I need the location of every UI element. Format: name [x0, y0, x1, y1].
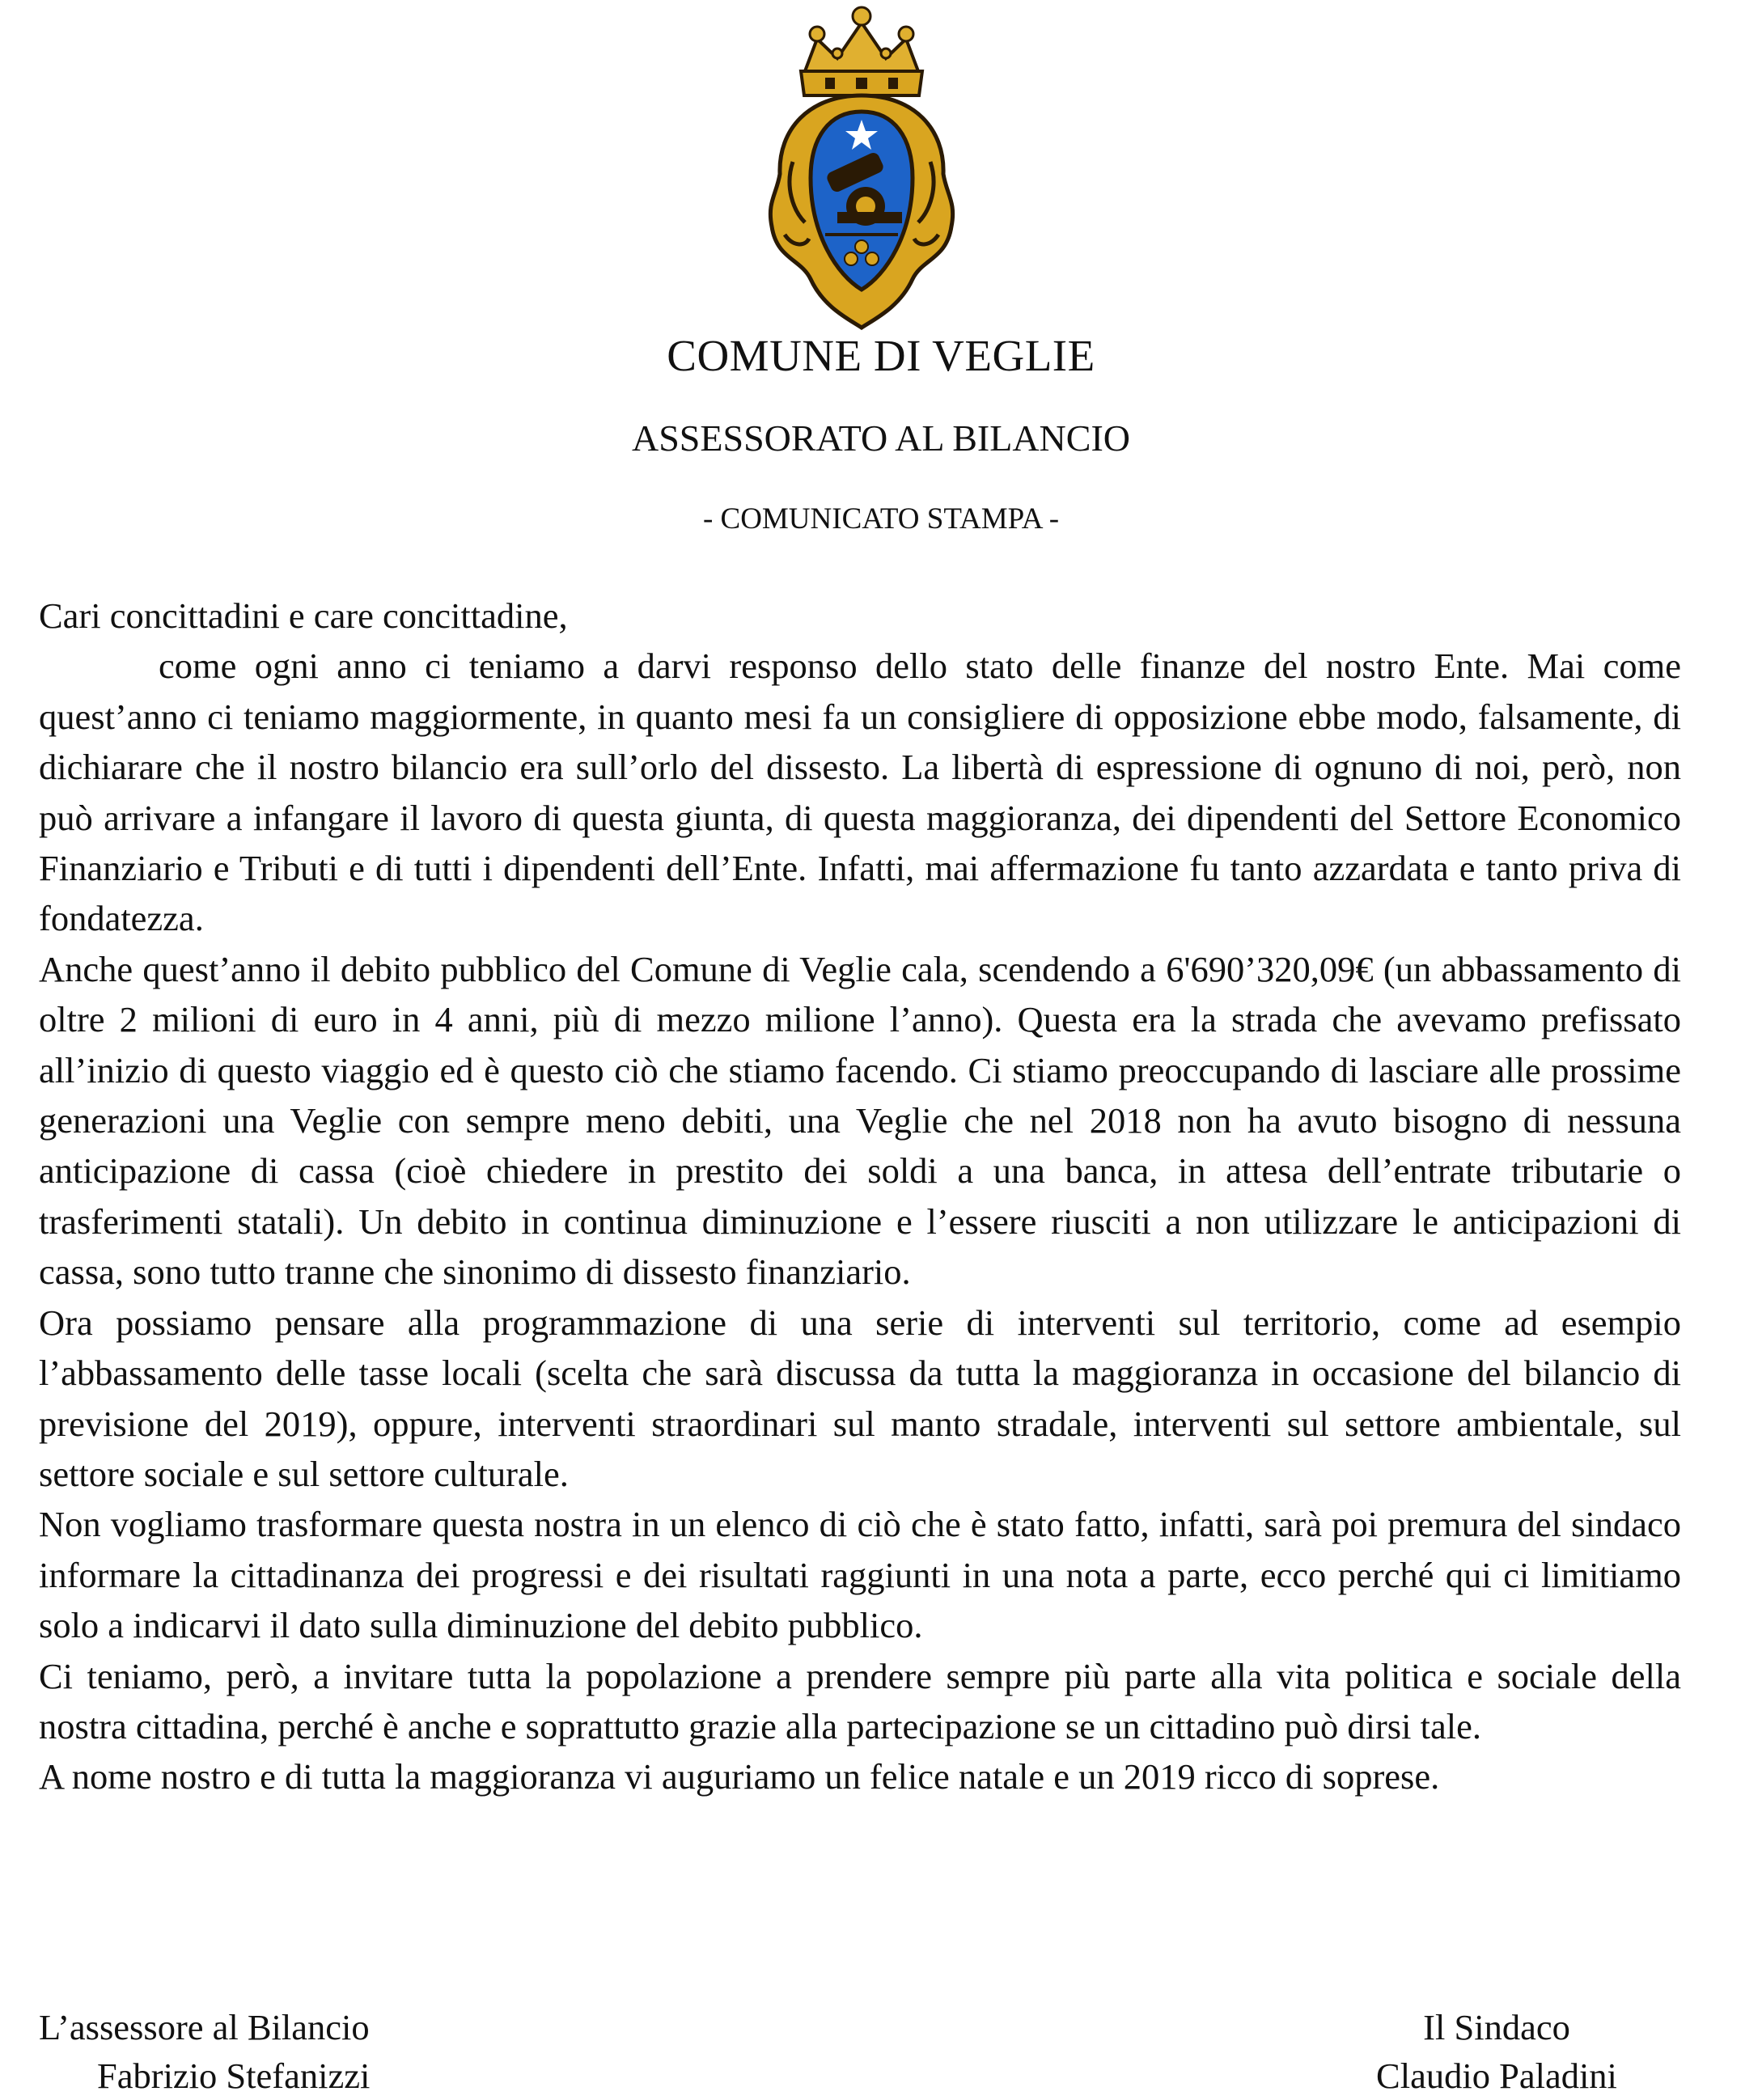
- assessor-signature: [39, 2003, 370, 2100]
- paragraph: Ora possiamo pensare alla programmazione di una serie di interventi sul territorio, come ad esempio l’abbassamento delle tasse locali (scelta che sarà discussa da tutta la maggioranza in occasione del bilancio di previsione del 2019), oppure, interventi straordinari sul manto stradale, interventi sul settore ambientale, sul settore sociale e sul settore culturale.: [39, 1302, 1681, 1494]
- mayor-signature: [1327, 2003, 1667, 2100]
- paragraph: come ogni anno ci teniamo a darvi responso dello stato delle finanze del nostro Ente. Mai come quest’anno ci teniamo maggiormente, in quanto mesi fa un consigliere di opposizione ebbe modo, falsamente, di dichiarare che il nostro bilancio era sull’orlo del dissesto. La libertà di espressione di ognuno di noi, però, non può arrivare a infangare il lavoro di questa giunta, di questa maggioranza, dei dipendenti del Settore Economico Finanziario e Tributi e di tutti i dipendenti dell’Ente. Infatti, mai affermazione fu tanto azzardata e tanto priva di fondatezza.: [39, 646, 1681, 939]
- letter-body: [39, 591, 1681, 1802]
- paragraph: Anche quest’anno il debito pubblico del Comune di Veglie cala, scendendo a 6'690’320,09€ (un abbassamento di oltre 2 milioni di euro in 4 anni, più di mezzo milione l’anno). Questa era la strada che avevamo prefissato all’inizio di questo viaggio ed è questo ciò che stiamo facendo. Ci stiamo preoccupando di lasciare alle prossime generazioni una Veglie con sempre meno debiti, una Veglie che nel 2018 non ha avuto bisogno di nessuna anticipazione di cassa (cioè chiedere in prestito dei soldi a una banca, in attesa dell’entrate tributarie o trasferimenti statali). Un debito in continua diminuzione e l’essere riusciti a non utilizzare le anticipazioni di cassa, sono tutto tranne che sinonimo di dissesto finanziario.: [39, 948, 1681, 1293]
- signature-role: L’assessore al Bilancio: [39, 2007, 370, 2047]
- page-title: COMUNE DI VEGLIE: [667, 331, 1095, 380]
- crown-icon: [801, 7, 922, 95]
- signature-name: Fabrizio Stefanizzi: [97, 2056, 371, 2096]
- paragraph: Ci teniamo, però, a invitare tutta la popolazione a prendere sempre più parte alla vita politica e sociale della nostra cittadina, perché è anche e soprattutto grazie alla partecipazione se un cittadino può dirsi tale.: [39, 1655, 1681, 1746]
- paragraph: A nome nostro e di tutta la maggioranza vi auguriamo un felice natale e un 2019 ricco di soprese.: [39, 1756, 1440, 1797]
- paragraph: Non vogliamo trasformare questa nostra in un elenco di ciò che è stato fatto, infatti, sarà poi premura del sindaco informare la cittadinanza dei progressi e dei risultati raggiunti in una nota a parte, ecco perché qui ci limitiamo solo a indicarvi il dato sulla diminuzione del debito pubblico.: [39, 1504, 1681, 1646]
- signature-name: Claudio Paladini: [1376, 2056, 1617, 2096]
- coat-of-arms-icon: [760, 0, 963, 332]
- salutation: Cari concittadini e care concittadine,: [39, 595, 568, 636]
- document-type-label: - COMUNICATO STAMPA -: [702, 502, 1060, 536]
- department-title: ASSESSORATO AL BILANCIO: [632, 417, 1130, 459]
- signature-role: Il Sindaco: [1423, 2007, 1570, 2047]
